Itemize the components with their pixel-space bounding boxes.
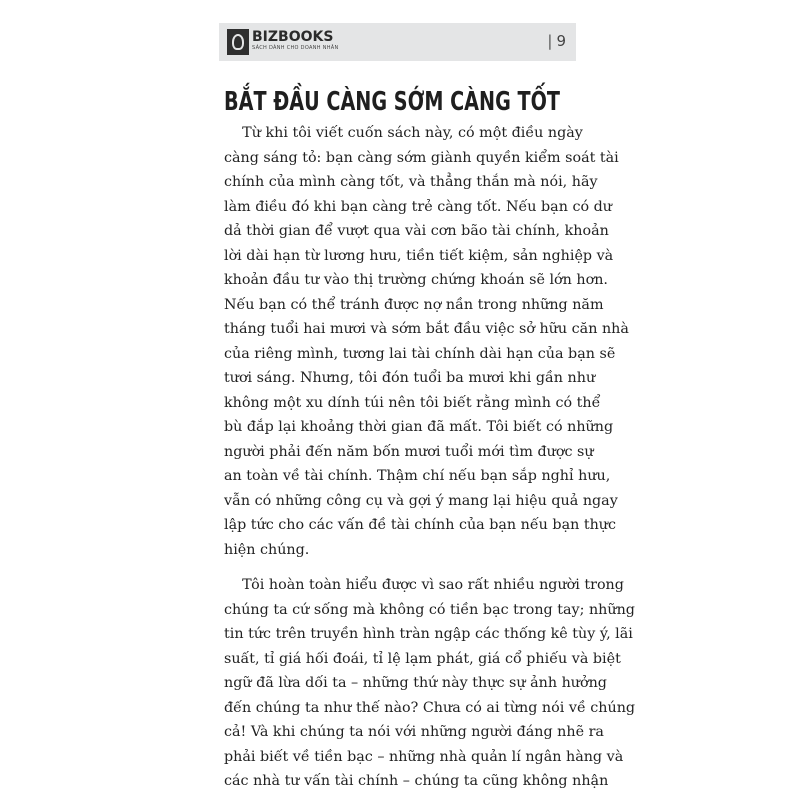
text-line: Từ khi tôi viết cuốn sách này, có một điều ngày: [224, 125, 583, 141]
brand-tagline: SÁCH DÀNH CHO DOANH NHÂN: [252, 45, 339, 51]
text-line: phải biết về tiền bạc – những nhà quản lí ngân hàng và: [224, 748, 624, 765]
text-line: tươi sáng. Nhưng, tôi đón tuổi ba mươi khi gần như: [224, 370, 596, 386]
section-title: BẮT ĐẦU CÀNG SỚM CÀNG TỐT: [224, 87, 560, 117]
paragraph: [224, 573, 636, 794]
text-line: tháng tuổi hai mươi và sớm bắt đầu việc sở hữu căn nhà: [224, 321, 629, 337]
text-line: tin tức trên truyền hình tràn ngập các thống kê tùy ý, lãi: [224, 626, 633, 642]
text-line: khoản đầu tư vào thị trường chứng khoán sẽ lớn hơn.: [224, 272, 608, 288]
text-line: chính của mình càng tốt, và thẳng thắn mà nói, hãy: [224, 174, 598, 190]
publisher-logo: [227, 29, 339, 55]
text-line: đến chúng ta như thế nào? Chưa có ai từng nói về chúng: [224, 699, 636, 716]
body-text: [224, 121, 636, 794]
text-line: bù đắp lại khoảng thời gian đã mất. Tôi biết có những: [224, 419, 614, 435]
page-number-group: [547, 32, 566, 50]
text-line: vẫn có những công cụ và gợi ý mang lại hiệu quả ngay: [224, 492, 618, 509]
text-line: cả! Và khi chúng ta nói với những người đáng nhẽ ra: [224, 724, 604, 740]
text-line: Tôi hoàn toàn hiểu được vì sao rất nhiều người trong: [224, 577, 624, 593]
text-line: không một xu dính túi nên tôi biết rằng mình có thể: [224, 394, 601, 411]
text-line: chúng ta cứ sống mà không có tiền bạc trong tay; những: [224, 601, 635, 618]
logo-text: [252, 29, 339, 52]
paragraph: [224, 121, 629, 562]
paragraph-gap: [224, 562, 579, 573]
text-line: ngữ đã lừa dối ta – những thứ này thực sự ảnh hưởng: [224, 675, 607, 691]
text-line: dả thời gian để vượt qua vài cơn bão tài chính, khoản: [224, 223, 609, 239]
text-line: Nếu bạn có thể tránh được nợ nần trong những năm: [224, 296, 604, 313]
text-line: suất, tỉ giá hối đoái, tỉ lệ lạm phát, giá cổ phiếu và biệt: [224, 650, 621, 667]
brand-name: BIZBOOKS: [252, 29, 334, 45]
text-line: càng sáng tỏ: bạn càng sớm giành quyền kiểm soát tài: [224, 149, 619, 166]
text-line: an toàn về tài chính. Thậm chí nếu bạn sắp nghỉ hưu,: [224, 468, 611, 484]
text-line: làm điều đó khi bạn càng trẻ càng tốt. Nếu bạn có dư: [224, 198, 612, 215]
text-line: các nhà tư vấn tài chính – chúng ta cũng không nhận: [224, 773, 609, 789]
text-line: hiện chúng.: [224, 541, 310, 558]
text-line: người phải đến năm bốn mươi tuổi mới tìm được sự: [224, 443, 594, 460]
header-separator: |: [547, 32, 553, 50]
text-line: của riêng mình, tương lai tài chính dài hạn của bạn sẽ: [224, 345, 616, 362]
page-number: 9: [556, 32, 566, 50]
text-line: lập tức cho các vấn đề tài chính của bạn nếu bạn thực: [224, 517, 617, 533]
text-line: lời dài hạn từ lương hưu, tiền tiết kiệm, sản nghiệp và: [224, 247, 614, 264]
running-header: [219, 23, 576, 61]
logo-icon: [227, 29, 249, 55]
